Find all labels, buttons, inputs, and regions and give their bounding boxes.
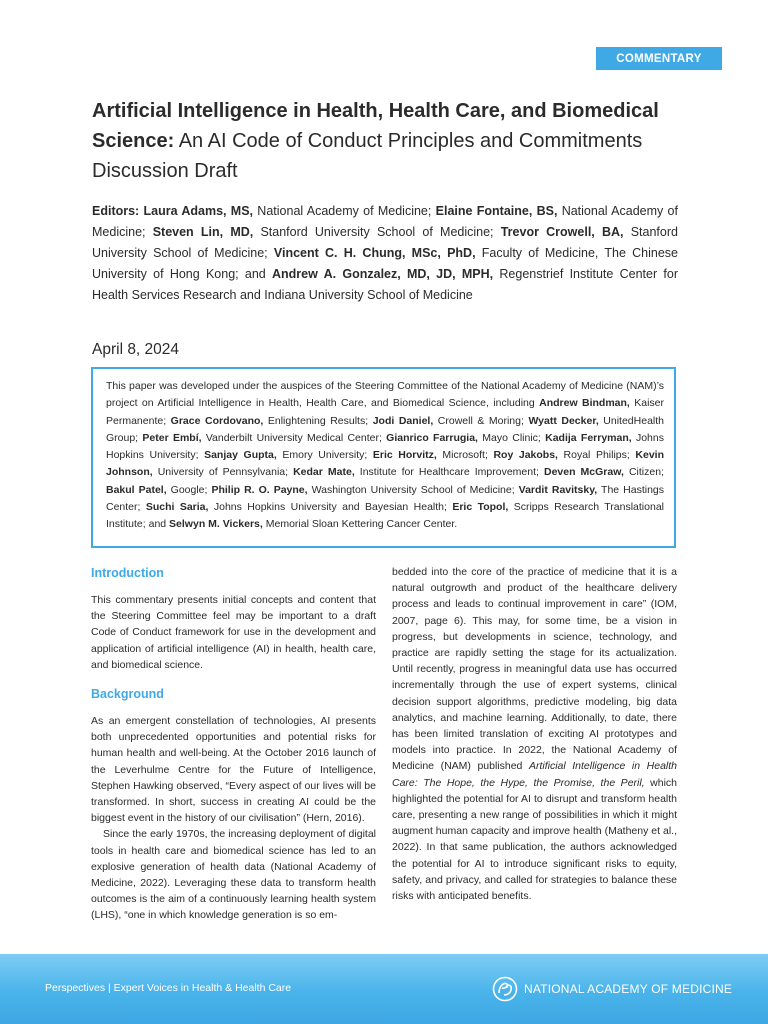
editors-list <box>92 201 678 306</box>
publication-date: April 8, 2024 <box>92 341 180 358</box>
member-affiliation: UnitedHealth Group; <box>106 414 664 444</box>
background-paragraph-1: As an emergent constellation of technologies, AI presents both unprecedented opportunities and potential risks for human health and well-being. At the October 2016 launch of the Leverhulme Centre for the Future of Intelligence, Stephen Hawking observed, “Every aspect of our lives will be transformed. In short, success in creating AI could be the biggest event in the history of our civilisation” (Hern, 2016). <box>91 715 376 825</box>
background-heading: Background <box>91 687 164 702</box>
member-name: Kevin Johnson, <box>106 449 664 479</box>
member-name: Deven McGraw, <box>543 466 624 479</box>
member-affiliation: Vanderbilt University Medical Center; <box>201 431 387 444</box>
member-name: Sanjay Gupta, <box>204 449 277 462</box>
member-name: Jodi Daniel, <box>372 414 434 427</box>
member-affiliation: Emory University; <box>276 449 373 462</box>
page-footer <box>0 954 768 1024</box>
editor-name: Steven Lin, MD, <box>152 225 254 239</box>
member-name: Kadija Ferryman, <box>545 431 632 444</box>
member-affiliation: Google; <box>166 483 212 496</box>
editor-affiliation: Stanford University School of Medicine; <box>253 225 501 239</box>
steering-committee-box <box>91 367 676 548</box>
member-affiliation: Washington University School of Medicine; <box>307 483 519 496</box>
member-affiliation: Enlightening Results; <box>263 414 373 427</box>
member-name: Gianrico Farrugia, <box>386 431 478 444</box>
member-affiliation: Institute for Healthcare Improvement; <box>354 466 544 479</box>
title-regular: An AI Code of Conduct Principles and Commitments Discussion Draft <box>92 130 643 182</box>
member-affiliation: Memorial Sloan Kettering Cancer Center. <box>262 518 458 531</box>
member-name: Vardit Ravitsky, <box>518 483 598 496</box>
member-affiliation: Johns Hopkins University; <box>106 431 664 462</box>
editor-name: Andrew A. Gonzalez, MD, JD, MPH, <box>272 267 494 281</box>
member-name: Philip R. O. Payne, <box>211 483 308 496</box>
member-name: Wyatt Decker, <box>528 414 599 427</box>
footer-logo-text: NATIONAL ACADEMY OF MEDICINE <box>524 982 733 996</box>
member-name: Bakul Patel, <box>106 483 167 496</box>
editors-label: Editors: <box>92 204 140 218</box>
member-name: Eric Topol, <box>452 501 509 514</box>
member-affiliation: Royal Philips; <box>557 449 636 462</box>
editor-affiliation: Faculty of Medicine, The Chinese University of Hong Kong; and <box>92 246 678 281</box>
member-affiliation: The Hastings Center; <box>106 483 665 514</box>
editor-affiliation: Regenstrief Institute Center for Health Services Research and Indiana University School of Medicine <box>92 267 678 302</box>
member-affiliation: Johns Hopkins University and Bayesian Health; <box>208 501 453 514</box>
title-bold: Artificial Intelligence in Health, Health Care, and Biomedical Science: <box>92 100 659 152</box>
right-column <box>392 564 677 904</box>
editor-name: Laura Adams, MS, <box>143 204 254 218</box>
member-affiliation: Citizen; <box>623 466 664 479</box>
member-affiliation: Mayo Clinic; <box>477 431 546 444</box>
book-title: Artificial Intelligence in Health Care: The Hope, the Hype, the Promise, the Peril, <box>392 760 677 789</box>
member-affiliation: Microsoft; <box>436 449 494 462</box>
editor-name: Elaine Fontaine, BS, <box>435 204 558 218</box>
member-affiliation: Kaiser Permanente; <box>106 397 664 427</box>
right-paragraph-start: bedded into the core of the practice of medicine that it is a natural outgrowth and product of the healthcare delivery process and leads to continual improvement in care” (IOM, 2007, page 6). This may, for some time, be a vision in progress, but developments in science, technology, and practice are rapidly setting the stage for its actualization. Until recently, progress in meaningful data use has occurred incrementally through the use of expert systems, clinical decision support algorithms, predictive modeling, big data analytics, and machine learning. Additionally, to date, there has been limited translation of exciting AI prototypes and models into practice. In 2022, the National Academy of Medicine (NAM) published <box>392 566 677 773</box>
member-name: Andrew Bindman, <box>539 397 630 410</box>
footer-logo <box>492 976 732 1002</box>
introduction-paragraph: This commentary presents initial concepts and content that the Steering Committee feel may be important to a draft Code of Conduct framework for use in the development and application of artificial intelligence (AI) in health, health care, and biomedical science. <box>91 594 376 671</box>
editor-name: Vincent C. H. Chung, MSc, PhD, <box>273 246 476 260</box>
editor-name: Trevor Crowell, BA, <box>500 225 624 239</box>
box-intro: This paper was developed under the auspices of the Steering Committee of the National Academy of Medicine (NAM)’s project on Artificial Intelligence in Health, Health Care, and Biomedical Science, including <box>106 380 664 410</box>
member-affiliation: Crowell & Moring; <box>433 414 529 427</box>
member-name: Selwyn M. Vickers, <box>169 518 263 531</box>
footer-series-text: Perspectives | Expert Voices in Health & Health Care <box>45 982 292 994</box>
background-paragraph-2: Since the early 1970s, the increasing deployment of digital tools in health care and biomedical science has led to an explosive generation of health data (National Academy of Medicine, 2022). Leveraging these data to transform health outcomes is the aim of a continuously learning health system (LHS), “one in which knowledge generation is so em- <box>91 828 376 922</box>
editor-affiliation: National Academy of Medicine; <box>253 204 436 218</box>
member-name: Eric Horvitz, <box>372 449 437 462</box>
introduction-heading: Introduction <box>91 566 164 580</box>
commentary-badge: COMMENTARY <box>596 47 722 70</box>
member-name: Kedar Mate, <box>293 466 355 479</box>
right-paragraph-end: which highlighted the potential for AI to disrupt and transform health care, presenting a new range of possibilities in which it might augment human capacity and improve health (Matheny et al., 2022). In that same publication, the authors acknowledged the potential for AI to introduce significant risks to equity, safety, and privacy, and called for strategies to balance these risks with anticipated benefits. <box>392 776 677 903</box>
right-column-paragraph <box>392 564 677 904</box>
member-affiliation: University of Pennsylvania; <box>152 466 294 479</box>
left-column <box>91 564 376 924</box>
member-name: Roy Jakobs, <box>493 449 558 462</box>
editor-affiliation: Stanford University School of Medicine; <box>92 225 678 260</box>
editor-affiliation: National Academy of Medicine; <box>92 204 678 239</box>
member-name: Suchi Saria, <box>145 501 209 514</box>
member-affiliation: Scripps Research Translational Institute; and <box>106 501 664 531</box>
member-name: Peter Embí, <box>142 431 202 444</box>
paper-title <box>92 96 692 186</box>
nam-logo-icon <box>492 976 518 1002</box>
member-name: Grace Cordovano, <box>170 414 264 427</box>
